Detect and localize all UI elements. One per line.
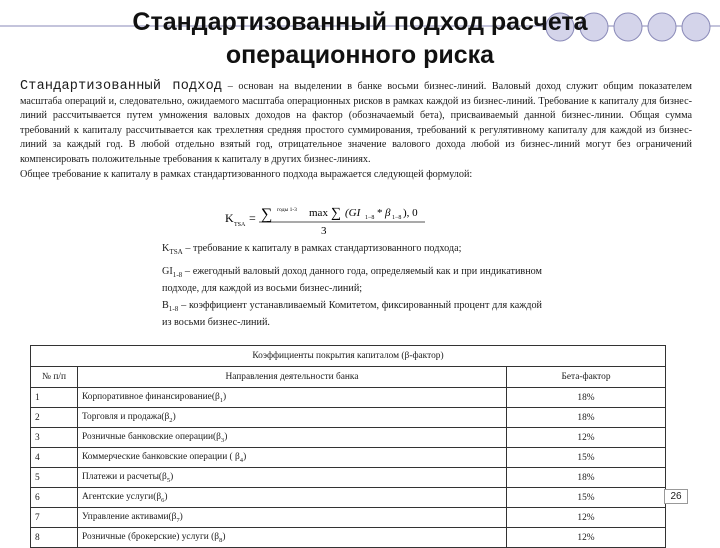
definition-gi [162,265,542,296]
paragraph-formula-intro: Общее требование к капиталу в рамках стандартизованного подхода выражается следующей формулой: [20,168,473,180]
def-symbol: K [162,243,170,254]
formula-beta-sub: 1−8 [392,215,402,221]
table-row [31,408,666,428]
row-beta: 18% [507,388,666,408]
table-row [31,468,666,488]
row-number: 2 [31,408,78,428]
row-beta: 12% [507,528,666,548]
capital-formula [225,201,465,241]
slide-title [60,6,660,72]
formula-k: K [225,211,234,225]
row-beta: 12% [507,428,666,448]
lead-term: Стандартизованный подход [20,79,223,94]
row-direction: Розничные банковские $операции(\beta_3)$ [78,428,507,448]
def-symbol: B [162,300,169,311]
page-number: 26 [664,489,688,504]
def-text: – требование к капиталу в рамках стандартизованного подхода; [182,243,462,254]
header-direction: Направления деятельности банка [78,367,507,388]
formula-beta: β [385,207,391,219]
table-caption: Коэффициенты покрытия капиталом (β-фактор) [31,346,666,367]
row-number: 6 [31,488,78,508]
formula-inner-sum: ∑ [331,206,341,221]
table-row [31,428,666,448]
row-direction: Агентские $услуги(\beta_6)$ [78,488,507,508]
def-symbol-sub: TSA [169,248,183,257]
row-direction: Коммерческие банковские операции ( $\beta_4$) [78,448,507,468]
def-symbol-sub: 1-8 [172,271,183,280]
table-row [31,508,666,528]
row-number: 8 [31,528,78,548]
formula-denominator: 3 [321,225,327,237]
formula-k-sub: TSA [234,222,246,228]
header-number: № п/п [31,367,78,388]
header-beta: Бета-фактор [507,367,666,388]
row-number: 4 [31,448,78,468]
title-line-1: Стандартизованный подход расчета [132,8,588,36]
row-number: 3 [31,428,78,448]
title-line-2: операционного риска [225,41,495,69]
row-beta: 15% [507,488,666,508]
def-symbol-sub: 1-8 [168,305,179,314]
formula-gi: (GI [345,207,361,219]
formula-sum: ∑ [261,206,273,223]
row-beta: 15% [507,448,666,468]
row-beta: 18% [507,408,666,428]
table-row [31,528,666,548]
beta-factor-table [30,345,666,548]
row-direction: Платежи и $расчеты(\beta_5)$ [78,468,507,488]
main-paragraph [20,80,692,182]
definition-beta [162,299,542,330]
row-direction: Торговля и $продажа(\beta_2)$ [78,408,507,428]
def-text: – ежегодный валовый доход данного года, определяемый как и при индикативном подходе, для каждой из восьми бизнес-линий; [162,266,542,295]
table-row [31,448,666,468]
row-direction: Корпоративное $финансирование(\beta_1)$ [78,388,507,408]
formula-gi-sub: 1−8 [365,215,375,221]
row-direction: Управление $активами(\beta_7)$ [78,508,507,528]
row-number: 1 [31,388,78,408]
formula-equals: = [249,211,256,225]
row-beta: 18% [507,468,666,488]
def-symbol: GI [162,266,173,277]
formula-times: * [377,207,383,219]
paragraph-text: – основан на выделении в банке восьми бизнес-линий. Валовый доход служит общим показателем масштаба операций и, следовательно, ожидаемого масштаба операционных рисков в рамках каждой из бизнес-линий. Требование к капиталу для бизнес-линий рассчитывается путем умножения валовых доходов на фактор (обозначаемый бета), присваиваемый данной бизнес-линии. Общая сумма требований к капиталу рассчитывается как трехлетняя средняя простого суммирования, требований к регулятивному капиталу для каждой из бизнес-линий за каждый год. В любой отдельно взятый год, отрицательное значение валового дохода любой из бизнес-линий могут без ограничений компенсировать положительные требования к капиталу в других бизнес-линиях. [20,81,692,165]
def-text: – коэффициент устанавливаемый Комитетом, фиксированный процент для каждой из восьми бизнес-линий. [162,300,542,329]
table-row [31,488,666,508]
formula-max: max [309,207,328,219]
row-direction: Розничные (брокерские) услуги $(\beta_8)$ [78,528,507,548]
decorative-circle [682,13,710,41]
definition-k-tsa [162,242,542,259]
row-beta: 12% [507,508,666,528]
table-row [31,388,666,408]
row-number: 7 [31,508,78,528]
row-number: 5 [31,468,78,488]
formula-close: ), 0 [403,207,418,219]
formula-years: годы 1-3 [277,207,297,213]
